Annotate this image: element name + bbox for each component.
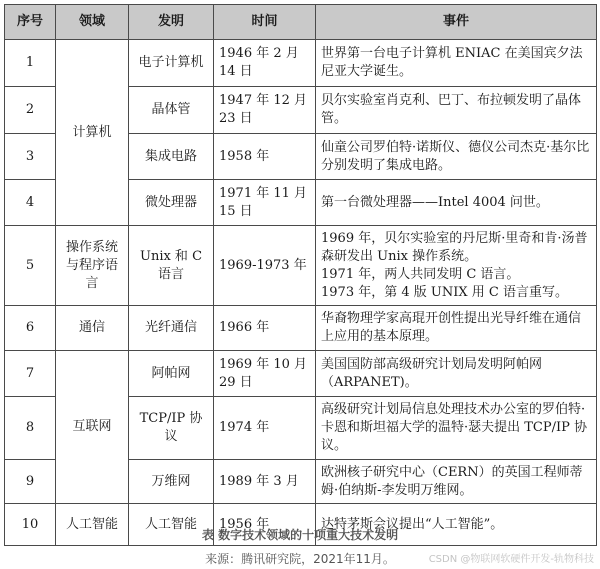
cell-time: 1966 年 bbox=[214, 306, 316, 351]
cell-invention: 人工智能 bbox=[129, 504, 214, 546]
cell-event: 仙童公司罗伯特·诺斯仪、德仪公司杰克·基尔比分别发明了集成电路。 bbox=[316, 134, 597, 180]
cell-no: 4 bbox=[5, 180, 56, 226]
cell-invention: 电子计算机 bbox=[129, 40, 214, 87]
event-line: 1971 年，两人共同发明 C 语言。 bbox=[321, 266, 520, 282]
cell-event bbox=[316, 226, 597, 306]
cell-no: 1 bbox=[5, 40, 56, 87]
cell-event: 华裔物理学家高琨开创性提出光导纤维在通信上应用的基本原理。 bbox=[316, 306, 597, 351]
cell-no: 2 bbox=[5, 87, 56, 134]
cell-no: 3 bbox=[5, 134, 56, 180]
cell-event: 世界第一台电子计算机 ENIAC 在美国宾夕法尼亚大学诞生。 bbox=[316, 40, 597, 87]
header-event: 事件 bbox=[316, 5, 597, 40]
cell-field: 人工智能 bbox=[56, 504, 129, 546]
cell-invention: 微处理器 bbox=[129, 180, 214, 226]
cell-time: 1971 年 11 月 15 日 bbox=[214, 180, 316, 226]
header-no: 序号 bbox=[5, 5, 56, 40]
cell-invention: Unix 和 C 语言 bbox=[129, 226, 214, 306]
cell-time: 1956 年 bbox=[214, 504, 316, 546]
cell-no: 5 bbox=[5, 226, 56, 306]
cell-time: 1969-1973 年 bbox=[214, 226, 316, 306]
table-row bbox=[5, 40, 597, 87]
cell-invention: 万维网 bbox=[129, 460, 214, 504]
cell-invention: TCP/IP 协议 bbox=[129, 397, 214, 460]
cell-event: 贝尔实验室肖克利、巴丁、布拉顿发明了晶体管。 bbox=[316, 87, 597, 134]
cell-time: 1946 年 2 月 14 日 bbox=[214, 40, 316, 87]
cell-invention: 晶体管 bbox=[129, 87, 214, 134]
cell-time: 1989 年 3 月 bbox=[214, 460, 316, 504]
event-line: 1973 年，第 4 版 UNIX 用 C 语言重写。 bbox=[321, 284, 568, 300]
cell-event: 美国国防部高级研究计划局发明阿帕网（ARPANET)。 bbox=[316, 351, 597, 397]
header-invention: 发明 bbox=[129, 5, 214, 40]
cell-field: 操作系统与程序语言 bbox=[56, 226, 129, 306]
cell-no: 7 bbox=[5, 351, 56, 397]
cell-time: 1969 年 10 月 29 日 bbox=[214, 351, 316, 397]
cell-invention: 阿帕网 bbox=[129, 351, 214, 397]
event-line: 1969 年，贝尔实验室的丹尼斯·里奇和肯·汤普森研发出 Unix 操作系统。 bbox=[321, 230, 588, 264]
inventions-table bbox=[4, 4, 597, 546]
header-row bbox=[5, 5, 597, 40]
cell-field: 计算机 bbox=[56, 40, 129, 226]
cell-event: 欧洲核子研究中心（CERN）的英国工程师蒂姆·伯纳斯-李发明万维网。 bbox=[316, 460, 597, 504]
cell-invention: 光纤通信 bbox=[129, 306, 214, 351]
cell-time: 1974 年 bbox=[214, 397, 316, 460]
cell-no: 6 bbox=[5, 306, 56, 351]
csdn-watermark: CSDN @物联网软硬件开发-轨物科技 bbox=[428, 554, 594, 565]
cell-event: 高级研究计划局信息处理技术办公室的罗伯特·卡恩和斯坦福大学的温特·瑟夫提出 TCP/IP 协议。 bbox=[316, 397, 597, 460]
cell-field: 互联网 bbox=[56, 351, 129, 504]
header-time: 时间 bbox=[214, 5, 316, 40]
cell-no: 10 bbox=[5, 504, 56, 546]
cell-invention: 集成电路 bbox=[129, 134, 214, 180]
cell-no: 9 bbox=[5, 460, 56, 504]
source-note: 来源：腾讯研究院，2021年11月。 bbox=[205, 552, 395, 566]
cell-event: 第一台微处理器——Intel 4004 问世。 bbox=[316, 180, 597, 226]
cell-event: 达特茅斯会议提出“人工智能”。 bbox=[316, 504, 597, 546]
cell-field: 通信 bbox=[56, 306, 129, 351]
header-field: 领域 bbox=[56, 5, 129, 40]
table-row bbox=[5, 226, 597, 306]
table-caption: 表 数字技术领域的十项重大技术发明 bbox=[201, 528, 399, 542]
cell-no: 8 bbox=[5, 397, 56, 460]
table-row bbox=[5, 306, 597, 351]
cell-time: 1947 年 12 月 23 日 bbox=[214, 87, 316, 134]
table-row bbox=[5, 351, 597, 397]
cell-time: 1958 年 bbox=[214, 134, 316, 180]
